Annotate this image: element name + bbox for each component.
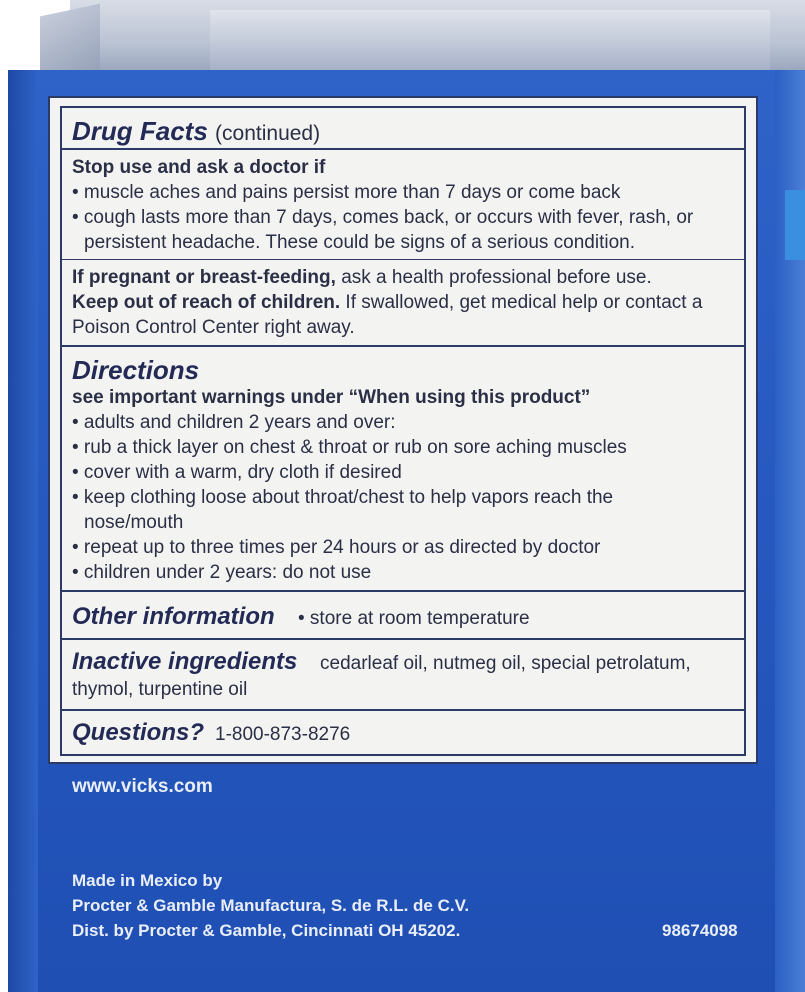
keep-out-warning: Keep out of reach of children. If swallowed, get medical help or contact a xyxy=(72,292,703,313)
directions-bullet: • keep clothing loose about throat/chest to help vapors reach the xyxy=(72,487,614,508)
directions-bullet-cont: nose/mouth xyxy=(84,512,184,533)
other-information-text: • store at room temperature xyxy=(298,608,530,629)
inactive-ingredients-text-cont: thymol, turpentine oil xyxy=(72,679,248,700)
distributor-text: Dist. by Procter & Gamble, Cincinnati OH 45202. xyxy=(72,921,461,940)
stop-use-heading: Stop use and ask a doctor if xyxy=(72,157,326,178)
manufacturer-text: Procter & Gamble Manufactura, S. de R.L. de C.V. xyxy=(72,896,470,915)
drug-facts-title: Drug Facts (continued) xyxy=(72,116,321,146)
website-text: www.vicks.com xyxy=(72,776,213,797)
stop-use-bullet-cont: persistent headache. These could be signs of a serious condition. xyxy=(84,232,635,253)
keep-out-warning-cont: Poison Control Center right away. xyxy=(72,317,355,338)
made-in-text: Made in Mexico by xyxy=(72,871,223,890)
other-information-heading: Other information xyxy=(72,603,275,630)
directions-bullet: • repeat up to three times per 24 hours or as directed by doctor xyxy=(72,537,601,558)
stop-use-bullet: • muscle aches and pains persist more than 7 days or come back xyxy=(72,182,621,203)
directions-bullet: • rub a thick layer on chest & throat or rub on sore aching muscles xyxy=(72,437,627,458)
stop-use-bullet: • cough lasts more than 7 days, comes back, or occurs with fever, rash, or xyxy=(72,207,694,228)
directions-bullet: • cover with a warm, dry cloth if desired xyxy=(72,462,402,483)
directions-bullet: • adults and children 2 years and over: xyxy=(72,412,396,433)
directions-heading: Directions xyxy=(72,355,200,385)
inactive-ingredients-heading: Inactive ingredients xyxy=(72,648,298,675)
product-code: 98674098 xyxy=(662,921,738,940)
questions-heading: Questions? xyxy=(72,719,205,746)
inactive-ingredients-text: cedarleaf oil, nutmeg oil, special petrolatum, xyxy=(320,653,691,674)
directions-subheading: see important warnings under “When using this product” xyxy=(72,387,591,408)
pregnant-warning: If pregnant or breast-feeding, ask a health professional before use. xyxy=(72,267,652,288)
directions-bullet: • children under 2 years: do not use xyxy=(72,562,372,583)
questions-phone: 1-800-873-8276 xyxy=(215,724,351,745)
